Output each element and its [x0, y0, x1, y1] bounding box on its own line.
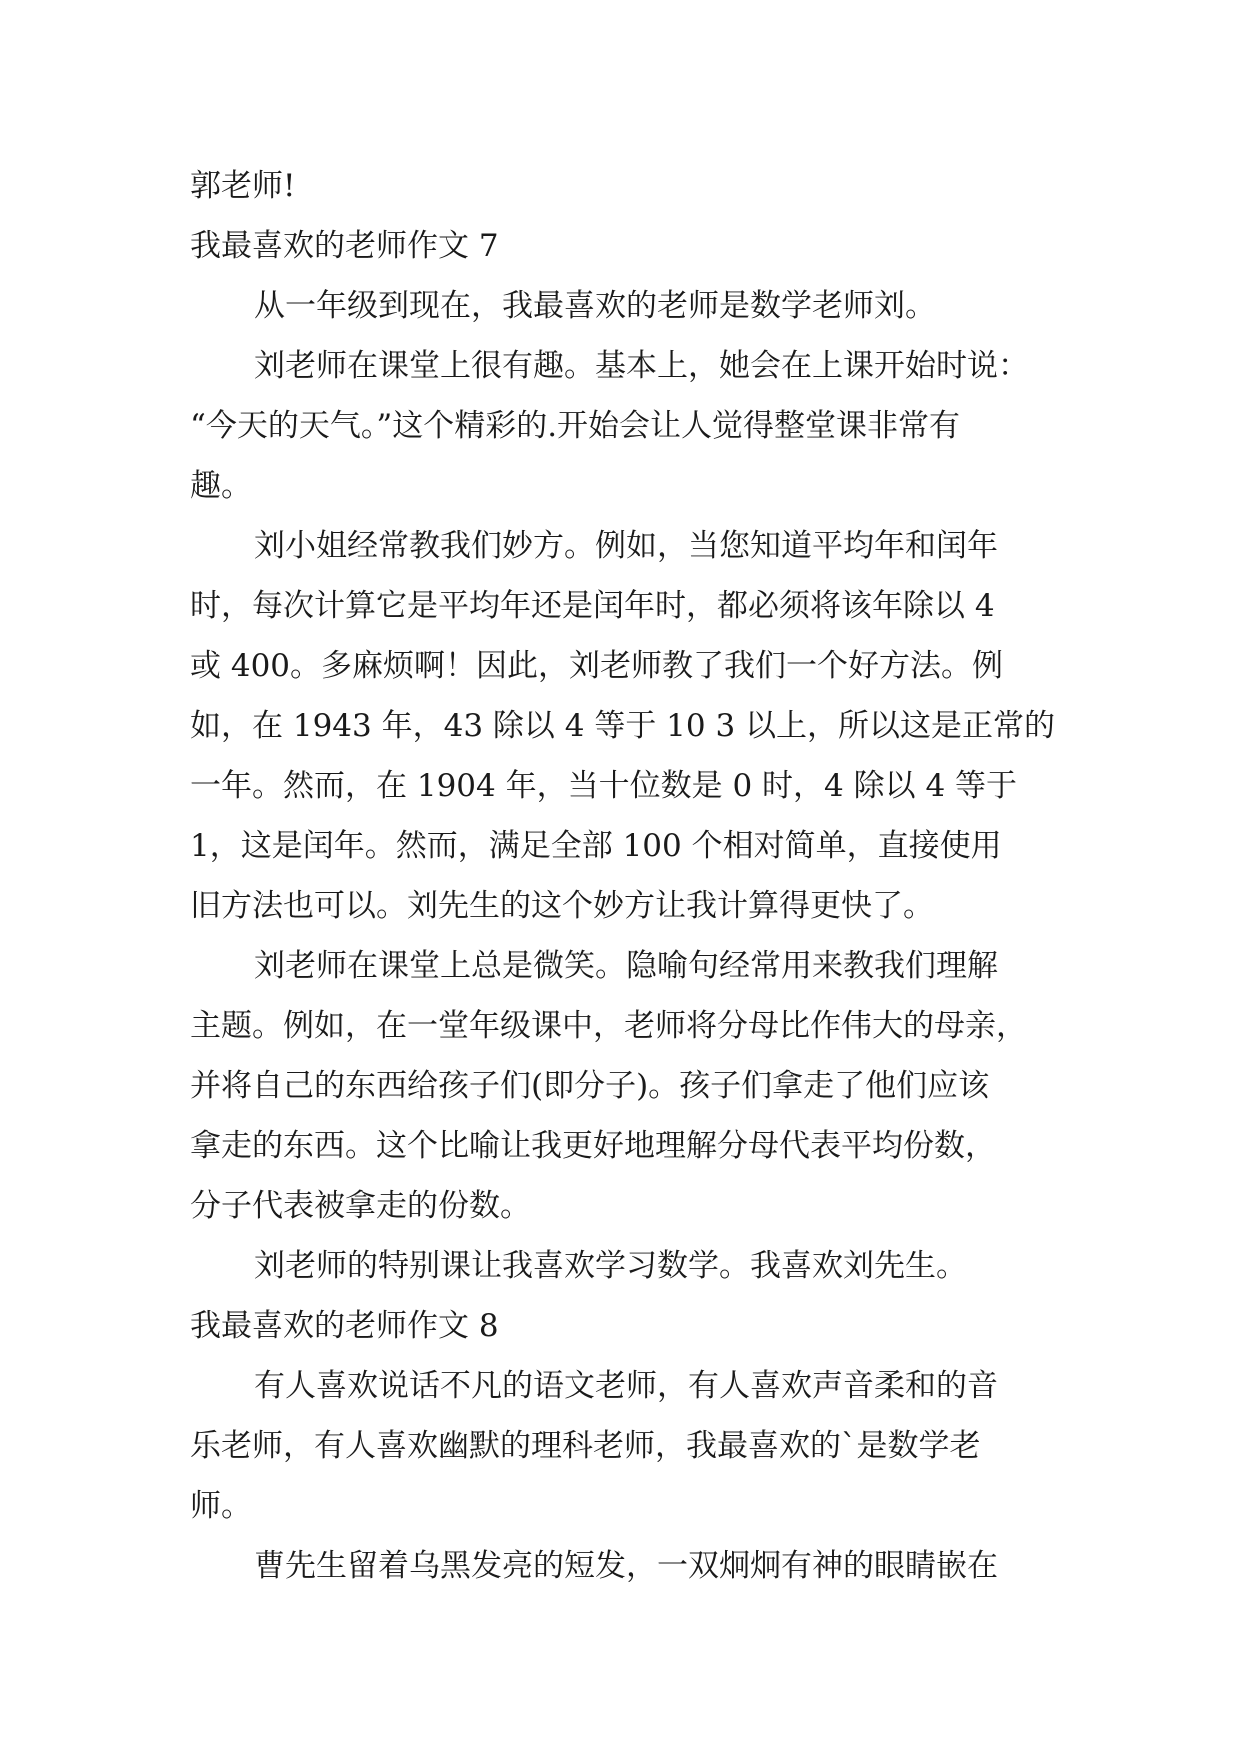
paragraph-line: 有人喜欢说话不凡的语文老师，有人喜欢声音柔和的音	[254, 1368, 998, 1404]
paragraph-line: 曹先生留着乌黑发亮的短发，一双炯炯有神的眼睛嵌在	[254, 1548, 998, 1584]
paragraph-line: 旧方法也可以。刘先生的这个妙方让我计算得更快了。	[190, 888, 934, 924]
closing-line: 郭老师!	[190, 168, 296, 204]
section-heading: 我最喜欢的老师作文 7	[190, 228, 499, 264]
paragraph-line: 师。	[190, 1488, 252, 1524]
paragraph-line: 并将自己的东西给孩子们(即分子)。孩子们拿走了他们应该	[190, 1068, 990, 1104]
paragraph-line: “今天的天气。”这个精彩的.开始会让人觉得整堂课非常有	[190, 408, 961, 444]
paragraph-line: 拿走的东西。这个比喻让我更好地理解分母代表平均份数，	[190, 1128, 996, 1164]
paragraph-line: 如，在 1943 年，43 除以 4 等于 10 3 以上，所以这是正常的	[190, 708, 1056, 744]
paragraph-line: 刘老师在课堂上总是微笑。隐喻句经常用来教我们理解	[254, 948, 998, 984]
paragraph-line: 或 400。多麻烦啊！因此，刘老师教了我们一个好方法。例	[190, 648, 1004, 684]
paragraph-line: 趣。	[190, 468, 252, 504]
paragraph-line: 乐老师，有人喜欢幽默的理科老师，我最喜欢的`是数学老	[190, 1428, 981, 1464]
section-heading: 我最喜欢的老师作文 8	[190, 1308, 499, 1344]
paragraph-line: 主题。例如，在一堂年级课中，老师将分母比作伟大的母亲，	[190, 1008, 1027, 1044]
paragraph-line: 时，每次计算它是平均年还是闰年时，都必须将该年除以 4	[190, 588, 995, 624]
paragraph-line: 1，这是闰年。然而，满足全部 100 个相对简单，直接使用	[190, 828, 1002, 864]
paragraph-line: 刘老师的特别课让我喜欢学习数学。我喜欢刘先生。	[254, 1248, 967, 1284]
paragraph-line: 从一年级到现在，我最喜欢的老师是数学老师刘。	[254, 288, 936, 324]
paragraph-line: 一年。然而，在 1904 年，当十位数是 0 时，4 除以 4 等于	[190, 768, 1018, 804]
paragraph-line: 刘小姐经常教我们妙方。例如，当您知道平均年和闰年	[254, 528, 998, 564]
paragraph-line: 分子代表被拿走的份数。	[190, 1188, 531, 1224]
paragraph-line: 刘老师在课堂上很有趣。基本上，她会在上课开始时说：	[254, 348, 1029, 384]
